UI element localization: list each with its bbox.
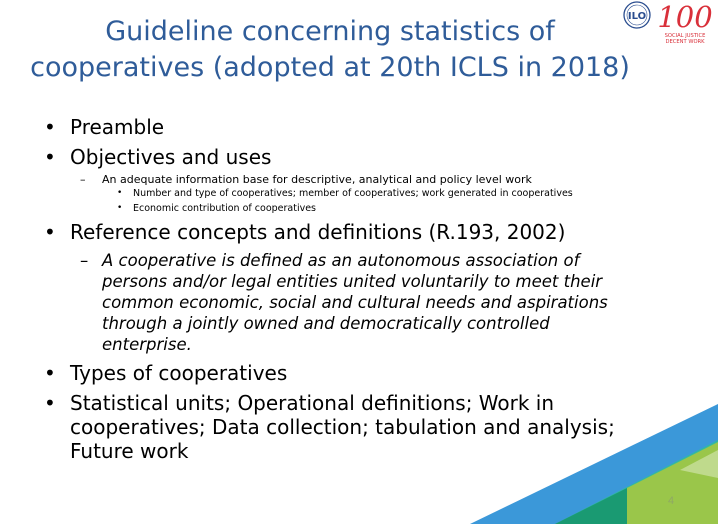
definition-line: persons and/or legal entities united voluntarily to meet their bbox=[102, 272, 603, 291]
bullet-marker: • bbox=[44, 220, 56, 244]
bullet-text: Reference concepts and definitions (R.193, 2002) bbox=[70, 220, 566, 244]
title-line-1: Guideline concerning statistics of bbox=[105, 16, 555, 47]
subsub-item-text: Number and type of cooperatives; member of cooperatives; work generated in cooperatives bbox=[133, 188, 573, 199]
page-number: 4 bbox=[668, 495, 675, 507]
centenary-number: 100 bbox=[657, 0, 713, 34]
bullet-text: Preamble bbox=[70, 115, 165, 139]
dash-marker: – bbox=[80, 173, 86, 186]
bullet-text: Types of cooperatives bbox=[70, 361, 288, 385]
dash-marker: – bbox=[80, 251, 89, 270]
logo-tagline-2: DECENT WORK bbox=[665, 39, 705, 45]
definition-line: through a jointly owned and democratically controlled bbox=[102, 314, 550, 333]
definition-line: common economic, social and cultural needs and aspirations bbox=[102, 293, 608, 312]
bullet-marker: • bbox=[44, 391, 56, 415]
bullet-text: Objectives and uses bbox=[70, 145, 272, 169]
bullet-marker: • bbox=[44, 115, 56, 139]
ilo-emblem-text: ILO bbox=[627, 11, 647, 22]
bullet-marker: • bbox=[44, 145, 56, 169]
subsub-item-text: Economic contribution of cooperatives bbox=[133, 203, 317, 214]
small-bullet-marker: • bbox=[117, 188, 123, 198]
sub-item-text: An adequate information base for descriptive, analytical and policy level work bbox=[102, 173, 532, 186]
definition-line: enterprise. bbox=[102, 335, 192, 354]
bullet-text-line: Future work bbox=[70, 439, 189, 463]
bullet-marker: • bbox=[44, 361, 56, 385]
bullet-text-line: Statistical units; Operational definitions; Work in bbox=[70, 391, 555, 415]
small-bullet-marker: • bbox=[117, 203, 123, 213]
definition-line: A cooperative is defined as an autonomous association of bbox=[102, 251, 580, 270]
title-line-2: cooperatives (adopted at 20th ICLS in 2018) bbox=[30, 52, 630, 83]
logo-tagline-1: SOCIAL JUSTICE bbox=[664, 33, 706, 39]
bullet-text-line: cooperatives; Data collection; tabulation and analysis; bbox=[70, 415, 615, 439]
